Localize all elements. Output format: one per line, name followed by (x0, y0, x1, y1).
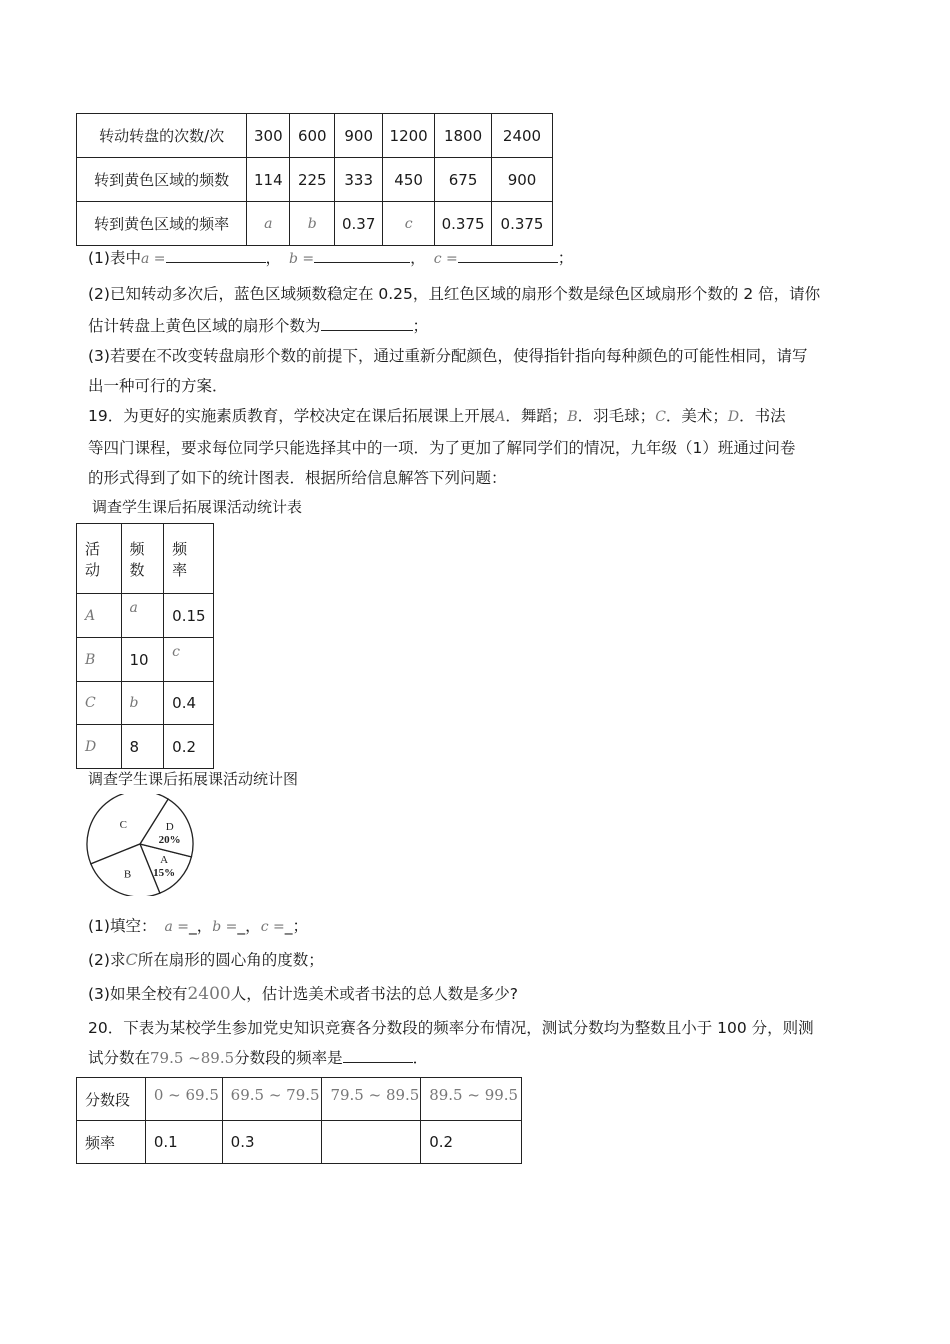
cell: 0.37 (335, 202, 383, 246)
header-cell: 79.5 ~ 89.5 (322, 1078, 421, 1121)
cell: 675 (435, 158, 492, 202)
text: (1)表中 (88, 249, 141, 267)
cell: 10 (121, 638, 164, 682)
text: (1)填空： (88, 917, 157, 935)
q19-intro-line3: 的形式得到了如下的统计图表．根据所给信息解答下列问题： (88, 469, 507, 487)
cell: C (77, 682, 122, 725)
header-char: 频 (129, 539, 145, 558)
table-row (77, 1078, 522, 1121)
cell: a (247, 202, 290, 246)
cell: 300 (247, 114, 290, 158)
cell: 450 (383, 158, 435, 202)
cell: 0.375 (435, 202, 492, 246)
math-a: a = (164, 919, 189, 935)
table-row (77, 1121, 522, 1164)
q19-chart-title: 调查学生课后拓展课活动统计图 (88, 770, 299, 788)
cell: 0.15 (164, 594, 214, 638)
row-label: 转动转盘的次数/次 (77, 114, 247, 158)
cell: 1200 (383, 114, 435, 158)
cell: 333 (335, 158, 383, 202)
cell: 0.2 (421, 1121, 522, 1164)
text: ．美术； (665, 407, 728, 425)
text: _， (237, 917, 261, 935)
q18-part2-line2 (88, 314, 428, 336)
pie-label-c: C (119, 819, 127, 832)
math-range: 79.5 ~89.5 (150, 1049, 235, 1067)
header-cell: 0 ~ 69.5 (145, 1078, 222, 1121)
header-cell: 69.5 ~ 79.5 (222, 1078, 322, 1121)
cell: 114 (247, 158, 290, 202)
table-row (77, 682, 214, 725)
q19-part2 (88, 948, 324, 970)
cell: b (290, 202, 335, 246)
text: 19．为更好的实施素质教育，学校决定在课后拓展课上开展 (88, 407, 496, 425)
text: 人，估计选美术或者书法的总人数是多少? (230, 985, 518, 1003)
text: (2)求 (88, 951, 126, 969)
table-row (77, 638, 214, 682)
activity-stats-table (76, 523, 214, 769)
cell: 600 (290, 114, 335, 158)
answer-blank[interactable] (321, 316, 413, 331)
cell: 0.3 (222, 1121, 322, 1164)
text: ．羽毛球； (577, 407, 656, 425)
cell: c (164, 638, 214, 682)
table-row (77, 158, 553, 202)
table-row (77, 202, 553, 246)
cell: 0.375 (492, 202, 553, 246)
text: ， (410, 249, 426, 267)
table-row (77, 114, 553, 158)
cell: 频率 (77, 1121, 146, 1164)
cell: 2400 (492, 114, 553, 158)
pie-label-a: A (160, 853, 169, 866)
header-char: 动 (85, 560, 101, 579)
header-char: 活 (85, 539, 101, 558)
cell[interactable] (322, 1121, 421, 1164)
row-label: 转到黄色区域的频数 (77, 158, 247, 202)
header-char: 频 (172, 539, 188, 558)
score-frequency-table (76, 1077, 522, 1164)
pie-label-b: B (123, 868, 132, 881)
text: 试分数在 (88, 1049, 151, 1067)
activity-pie-chart (84, 794, 196, 896)
math-B: B (567, 409, 578, 425)
math-A: A (495, 409, 506, 425)
q18-part3-line2: 出一种可行的方案． (88, 377, 228, 395)
cell: B (77, 638, 122, 682)
cell: a (121, 594, 164, 638)
spin-frequency-table (76, 113, 553, 246)
q18-part2-line1: (2)已知转动多次后，蓝色区域频数稳定在 0.25，且红色区域的扇形个数是绿色区域扇形个数的 2 倍，请你 (88, 285, 821, 303)
cell: 1800 (435, 114, 492, 158)
cell: 225 (290, 158, 335, 202)
header-rate (164, 524, 214, 594)
cell: 0.2 (164, 725, 214, 769)
table-row (77, 725, 214, 769)
text: _， (189, 917, 213, 935)
math-a: a = (140, 251, 166, 267)
text: (3)如果全校有 (88, 985, 188, 1003)
q20-line1: 20．下表为某校学生参加党史知识竞赛各分数段的频率分布情况，测试分数均为整数且小于 100 分，则测 (88, 1019, 814, 1037)
header-char: 数 (129, 560, 145, 579)
cell: D (77, 725, 122, 769)
q19-intro-line2: 等四门课程，要求每位同学只能选择其中的一项．为了更加了解同学们的情况，九年级（1）班通过问卷 (88, 439, 796, 457)
q18-part1 (88, 246, 573, 268)
math-c: c = (260, 919, 285, 935)
text: ； (412, 317, 429, 335)
cell: 8 (121, 725, 164, 769)
math-b: b = (212, 919, 238, 935)
math-D: D (727, 409, 740, 425)
header-char: 率 (172, 560, 188, 579)
pie-value-label-d: 20% (158, 834, 181, 847)
q19-part3 (88, 982, 518, 1004)
q20-line2 (88, 1046, 428, 1068)
math-C: C (655, 409, 666, 425)
q19-intro-line1 (88, 404, 786, 426)
answer-blank[interactable] (343, 1048, 413, 1063)
text: ， (265, 249, 282, 267)
math-number: 2400 (187, 984, 231, 1004)
text: ．舞蹈； (505, 407, 568, 425)
math-b: b = (289, 251, 315, 267)
table-row (77, 524, 214, 594)
math-c: c = (433, 251, 458, 267)
answer-blank[interactable] (458, 248, 558, 263)
q19-part1 (88, 914, 308, 936)
q19-table-title: 调查学生课后拓展课活动统计表 (92, 498, 303, 516)
row-label: 转到黄色区域的频率 (77, 202, 247, 246)
cell: b (121, 682, 164, 725)
text: 分数段的频率是 (234, 1049, 343, 1067)
header-activity (77, 524, 122, 594)
cell: 0.4 (164, 682, 214, 725)
text: ． (412, 1049, 429, 1067)
header-cell: 分数段 (77, 1078, 146, 1121)
pie-value-label-a: 15% (153, 866, 176, 879)
text: ．书法 (739, 407, 786, 425)
header-count (121, 524, 164, 594)
pie-label-d: D (165, 821, 174, 834)
math-C: C (125, 950, 138, 969)
text: _； (284, 917, 308, 935)
text: ； (557, 249, 574, 267)
cell: 900 (492, 158, 553, 202)
text: 估计转盘上黄色区域的扇形个数为 (88, 317, 321, 335)
cell: c (383, 202, 435, 246)
cell: A (77, 594, 122, 638)
text: 所在扇形的圆心角的度数； (137, 951, 324, 969)
cell: 900 (335, 114, 383, 158)
cell: 0.1 (145, 1121, 222, 1164)
q18-part3-line1: (3)若要在不改变转盘扇形个数的前提下，通过重新分配颜色，使得指针指向每种颜色的可能性相同，请写 (88, 347, 808, 365)
answer-blank[interactable] (314, 248, 410, 263)
header-cell: 89.5 ~ 99.5 (421, 1078, 522, 1121)
answer-blank[interactable] (166, 248, 266, 263)
table-row (77, 594, 214, 638)
